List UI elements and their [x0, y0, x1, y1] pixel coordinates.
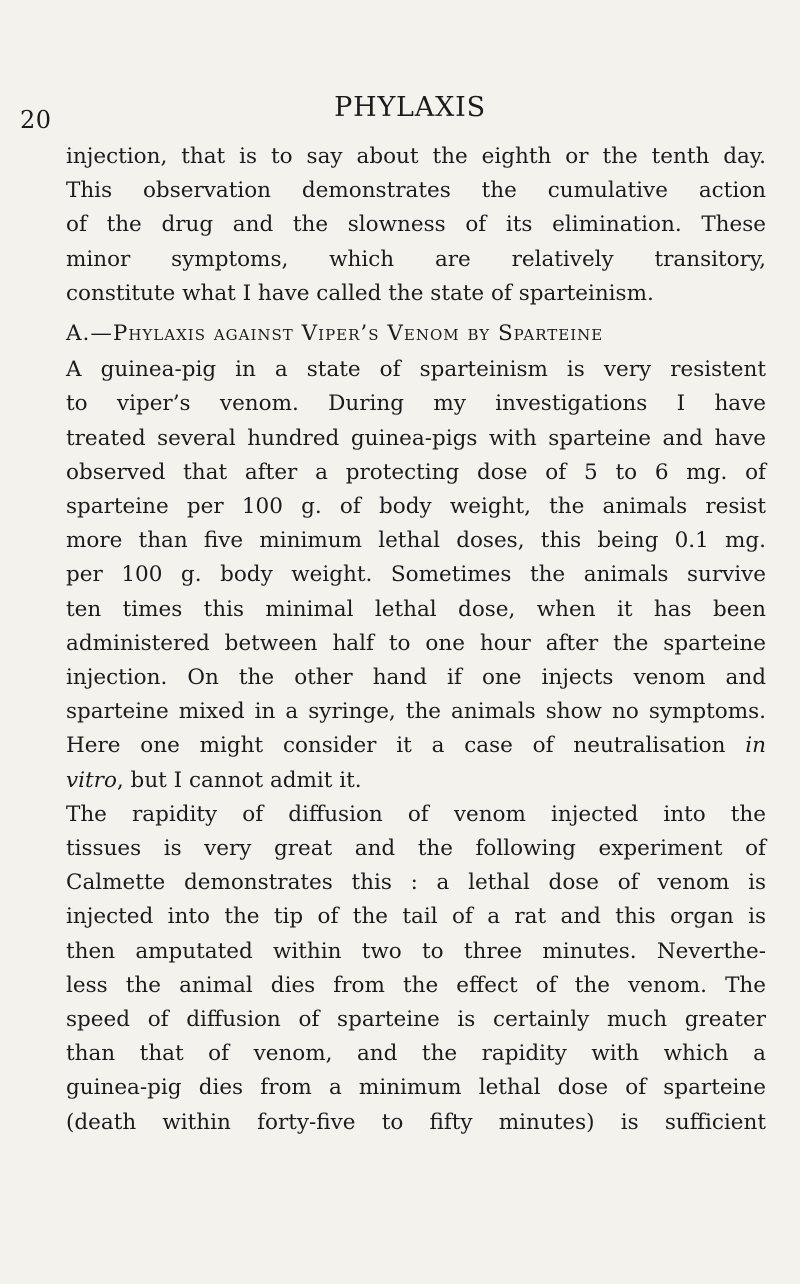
- italic-term: vitro: [66, 767, 117, 793]
- text-line: This observation demonstrates the cumulative action: [66, 178, 766, 204]
- text-line: to viper’s venom. During my investigations I have: [66, 391, 766, 417]
- text-line: administered between half to one hour after the sparteine: [66, 630, 766, 656]
- text-line: sparteine mixed in a syringe, the animals show no symptoms.: [66, 699, 766, 725]
- text-line: A guinea-pig in a state of sparteinism is very resistent: [66, 357, 766, 383]
- text-line: (death within forty-five to fifty minutes) is sufficient: [66, 1109, 766, 1135]
- text-line: injected into the tip of the tail of a rat and this organ is: [66, 904, 766, 930]
- paragraph-3: [66, 798, 766, 1140]
- text-line: Calmette demonstrates this : a lethal dose of venom is: [66, 870, 766, 896]
- text-line: than that of venom, and the rapidity with which a: [66, 1041, 766, 1067]
- page-number: 20: [20, 106, 52, 134]
- text-line: constitute what I have called the state of sparteinism.: [66, 280, 654, 306]
- text-line: ten times this minimal lethal dose, when it has been: [66, 596, 766, 622]
- italic-term: in: [745, 733, 766, 759]
- running-head: [0, 86, 800, 134]
- text-line: sparteine per 100 g. of body weight, the animals resist: [66, 494, 766, 520]
- text-line: of the drug and the slowness of its elimination. These: [66, 212, 766, 238]
- text-line: minor symptoms, which are relatively transitory,: [66, 246, 766, 272]
- paragraph-2: [66, 353, 766, 798]
- text-line: injection, that is to say about the eighth or the tenth day.: [66, 144, 766, 169]
- text-line: speed of diffusion of sparteine is certainly much greater: [66, 1007, 766, 1033]
- text-line: observed that after a protecting dose of 5 to 6 mg. of: [66, 459, 766, 485]
- text-fragment: , but I cannot admit it.: [116, 767, 362, 793]
- text-line: then amputated within two to three minutes. Neverthe-: [66, 938, 766, 964]
- section-heading: A.—Phylaxis against Viper’s Venom by Sparteine: [66, 321, 604, 347]
- text-line: more than five minimum lethal doses, this being 0.1 mg.: [66, 528, 766, 554]
- running-title: PHYLAXIS: [334, 92, 486, 123]
- text-fragment: Here one might consider it a case of neutralisation: [66, 733, 726, 759]
- text-line: less the animal dies from the effect of the venom. The: [66, 972, 766, 998]
- text-line-with-italic: [66, 764, 766, 798]
- paragraph-1: [66, 140, 766, 311]
- text-line: treated several hundred guinea-pigs with sparteine and have: [66, 425, 766, 451]
- text-line: tissues is very great and the following experiment of: [66, 836, 766, 862]
- body-text: [66, 140, 766, 1140]
- text-line: per 100 g. body weight. Sometimes the animals survive: [66, 562, 766, 588]
- text-line-with-italic: [66, 729, 766, 763]
- text-line: The rapidity of diffusion of venom injected into the: [66, 801, 766, 827]
- text-line: guinea-pig dies from a minimum lethal dose of sparteine: [66, 1075, 766, 1101]
- text-line: injection. On the other hand if one injects venom and: [66, 665, 766, 691]
